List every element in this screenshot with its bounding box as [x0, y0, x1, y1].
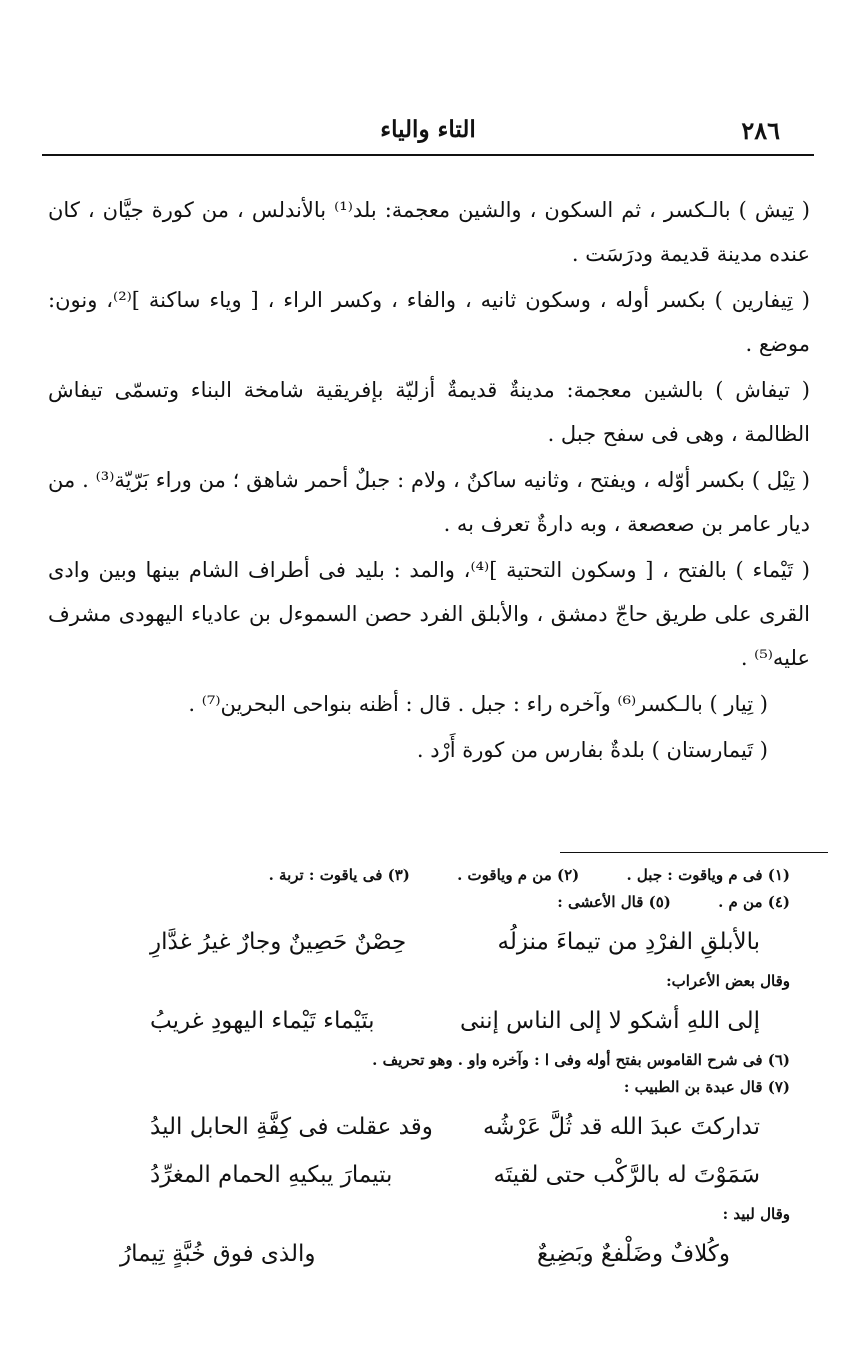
entry-tiyar: ( تِيار ) بالـكسر⁽⁶⁾ وآخره راء : جبل . قال : أظنه بنواحى البحرين⁽⁷⁾ .	[188, 692, 768, 716]
verse-intro: وقال بعض الأعراب:	[666, 972, 790, 990]
hemistich: تداركتَ عبدَ الله قد ثُلَّ عَرْشُه	[482, 1114, 760, 1140]
hemistich: سَمَوْتَ له بالرَّكْب حتى لقيتَه	[493, 1162, 760, 1188]
footnote-1: (١) فى م وياقوت : جبل .	[626, 866, 790, 884]
entry-til: ( تِيْل ) بكسر أوّله ، ويفتح ، وثانيه ساكنٌ ، ولام : جبلٌ أحمر شاهق ؛ من وراء بَرّيّة⁽³⁾ . من ديار عامر بن صعصعة ، وبه دارةٌ تعرف به .	[48, 468, 810, 536]
header-divider	[42, 154, 814, 156]
hemistich: حِصْنٌ حَصِينٌ وجارٌ غيرُ غدَّارِ	[150, 929, 407, 955]
footnotes	[110, 862, 790, 1280]
hemistich: بالأبلقِ الفرْدِ من تيماءَ منزلُه	[497, 929, 760, 955]
verse-line	[110, 1105, 790, 1149]
hemistich: بتيمارَ يبكيهِ الحمام المغرِّدُ	[150, 1162, 393, 1188]
hemistich: بتَيْماء تَيْماء اليهودِ غريبُ	[150, 1008, 375, 1034]
verse-line	[110, 999, 790, 1043]
verse-line	[110, 1232, 790, 1276]
entry-taymarastan: ( تَيمارستان ) بلدةٌ بفارس من كورة أَرْد .	[416, 738, 768, 762]
footnote-3: (٣) فى ياقوت : تربة .	[268, 866, 410, 884]
hemistich: وقد عقلت فى كِفَّةِ الحابل اليدُ	[150, 1114, 433, 1140]
page-header	[42, 112, 814, 152]
page-number: ٢٨٦	[741, 116, 780, 145]
entry-tayma: ( تَيْماء ) بالفتح ، [ وسكون التحتية ]⁽⁴⁾، والمد : بليد فى أطراف الشام بينها وبين وادى القرى على طريق حاجّ دمشق ، والأبلق الفرد حصن السموءل بن عادياء اليهودى مشرف عليه⁽⁵⁾ .	[48, 558, 810, 670]
footnote-divider	[560, 852, 828, 853]
footnote-6: (٦) فى شرح القاموس بفتح أوله وفى ا : وآخره واو . وهو تحريف .	[372, 1051, 790, 1069]
entry-tifarin: ( تِيفارين ) بكسر أوله ، وسكون ثانيه ، والفاء ، وكسر الراء ، [ وياء ساكنة ]⁽²⁾، ونون: موضع .	[48, 288, 811, 356]
footnote-row	[110, 889, 790, 916]
entry-tish: ( تِيش ) بالـكسر ، ثم السكون ، والشين معجمة: بلد⁽¹⁾ بالأندلس ، من كورة جيَّان ، كان عنده مدينة قديمة ودرَسَت .	[48, 198, 810, 266]
hemistich: والذى فوق خُبَّةٍ تِيمارُ	[120, 1241, 316, 1267]
hemistich: وكُلافٌ وضَلْفعٌ وبَضِيعٌ	[536, 1241, 730, 1267]
verse-intro: وقال لبيد :	[722, 1205, 790, 1223]
hemistich: إلى اللهِ أشكو لا إلى الناس إننى	[459, 1008, 760, 1034]
footnote-5: (٥) قال الأعشى :	[557, 893, 671, 911]
entry-tifash: ( تيفاش ) بالشين معجمة: مدينةٌ قديمةٌ أزليّة بإفريقية شامخة البناء وتسمّى تيفاش الظالمة ، وهى فى سفح جبل .	[48, 378, 810, 446]
footnote-4: (٤) من م .	[718, 893, 790, 911]
verse-line	[110, 920, 790, 964]
footnote-row	[110, 862, 790, 889]
verse-line	[110, 1153, 790, 1197]
main-text	[48, 188, 810, 774]
running-title: التاء والياء	[380, 116, 476, 143]
footnote-2: (٢) من م وياقوت .	[457, 866, 580, 884]
footnote-7: (٧) قال عبدة بن الطبيب :	[623, 1078, 790, 1096]
